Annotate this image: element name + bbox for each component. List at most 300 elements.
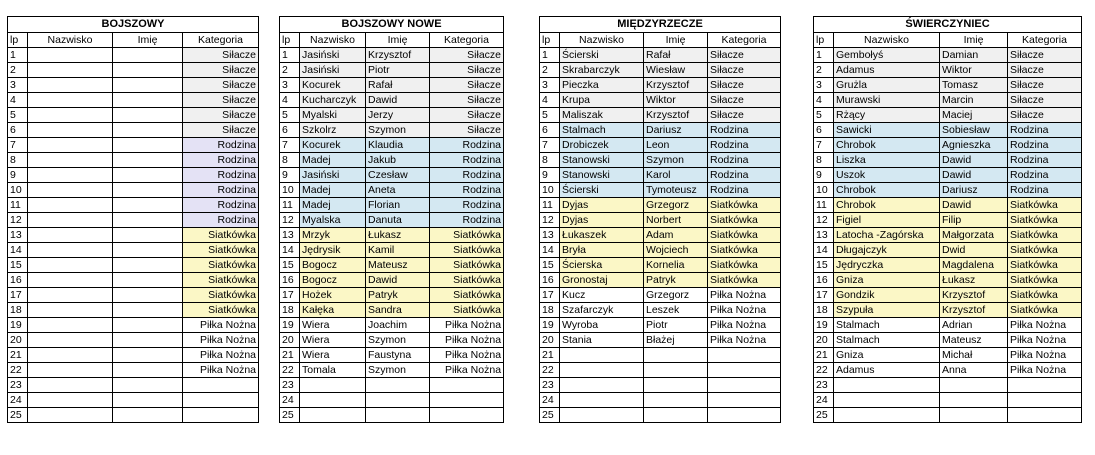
cell-lp: 23 <box>814 378 834 393</box>
cell-imie <box>113 273 183 288</box>
cell-imie <box>366 393 430 408</box>
cell-nazwisko: Jasiński <box>300 168 366 183</box>
table-row <box>280 138 504 153</box>
cell-nazwisko <box>28 198 113 213</box>
cell-nazwisko: Hożek <box>300 288 366 303</box>
cell-kategoria: Siatkówka <box>708 258 781 273</box>
cell-lp: 4 <box>814 93 834 108</box>
cell-nazwisko: Chrobok <box>834 183 940 198</box>
cell-imie <box>940 393 1008 408</box>
cell-kategoria: Piłka Nożna <box>183 363 259 378</box>
table-row <box>280 183 504 198</box>
cell-kategoria: Piłka Nożna <box>430 318 504 333</box>
cell-imie: Łukasz <box>940 273 1008 288</box>
cell-imie: Wiktor <box>940 63 1008 78</box>
cell-lp: 20 <box>814 333 834 348</box>
cell-nazwisko: Adamus <box>834 63 940 78</box>
table-row <box>540 63 781 78</box>
cell-imie <box>113 123 183 138</box>
cell-nazwisko <box>28 318 113 333</box>
cell-lp: 22 <box>280 363 300 378</box>
cell-kategoria: Siatkówka <box>1008 303 1082 318</box>
cell-kategoria: Piłka Nożna <box>183 348 259 363</box>
cell-imie: Aneta <box>366 183 430 198</box>
cell-lp: 18 <box>8 303 28 318</box>
cell-lp: 11 <box>280 198 300 213</box>
cell-kategoria: Siłacze <box>430 63 504 78</box>
cell-nazwisko: Latocha -Zagórska <box>834 228 940 243</box>
cell-imie <box>113 393 183 408</box>
cell-nazwisko: Bogocz <box>300 273 366 288</box>
cell-nazwisko: Gniza <box>834 273 940 288</box>
cell-lp: 9 <box>280 168 300 183</box>
column-header-row <box>814 33 1082 48</box>
cell-lp: 13 <box>280 228 300 243</box>
table-row <box>814 183 1082 198</box>
cell-imie: Patryk <box>644 273 708 288</box>
table-row <box>540 393 781 408</box>
table-row <box>814 408 1082 423</box>
cell-nazwisko: Chrobok <box>834 138 940 153</box>
cell-nazwisko: Wiera <box>300 348 366 363</box>
table-bojszowy-nowe <box>279 16 504 423</box>
cell-kategoria <box>708 393 781 408</box>
cell-nazwisko <box>560 393 644 408</box>
cell-lp: 20 <box>540 333 560 348</box>
cell-imie: Kamil <box>366 243 430 258</box>
cell-nazwisko <box>560 408 644 423</box>
cell-kategoria: Siłacze <box>430 93 504 108</box>
table-row <box>814 318 1082 333</box>
cell-kategoria: Siatkówka <box>430 303 504 318</box>
table-row <box>280 63 504 78</box>
cell-lp: 20 <box>8 333 28 348</box>
cell-kategoria: Siatkówka <box>183 243 259 258</box>
cell-lp: 3 <box>8 78 28 93</box>
cell-lp: 9 <box>814 168 834 183</box>
cell-imie: Mateusz <box>940 333 1008 348</box>
table-row <box>280 288 504 303</box>
cell-lp: 17 <box>814 288 834 303</box>
table-row <box>540 318 781 333</box>
table-row <box>280 108 504 123</box>
cell-imie <box>644 348 708 363</box>
table-row <box>540 243 781 258</box>
cell-nazwisko: Kucz <box>560 288 644 303</box>
cell-lp: 8 <box>280 153 300 168</box>
cell-nazwisko <box>28 333 113 348</box>
cell-lp: 23 <box>540 378 560 393</box>
cell-nazwisko <box>28 168 113 183</box>
cell-kategoria: Rodzina <box>430 168 504 183</box>
cell-kategoria: Rodzina <box>708 168 781 183</box>
cell-imie <box>113 48 183 63</box>
cell-kategoria: Siatkówka <box>708 198 781 213</box>
cell-lp: 25 <box>280 408 300 423</box>
cell-kategoria: Rodzina <box>1008 123 1082 138</box>
cell-nazwisko: Dyjas <box>560 213 644 228</box>
cell-lp: 24 <box>8 393 28 408</box>
cell-lp: 16 <box>814 273 834 288</box>
cell-kategoria: Piłka Nożna <box>708 288 781 303</box>
table-row <box>280 228 504 243</box>
cell-imie: Dawid <box>940 153 1008 168</box>
cell-lp: 7 <box>814 138 834 153</box>
cell-imie <box>113 363 183 378</box>
column-header-lp: lp <box>814 33 834 48</box>
cell-imie: Anna <box>940 363 1008 378</box>
cell-lp: 17 <box>280 288 300 303</box>
table-row <box>540 183 781 198</box>
cell-kategoria: Siłacze <box>183 108 259 123</box>
cell-imie <box>644 408 708 423</box>
cell-imie: Piotr <box>366 63 430 78</box>
cell-imie <box>113 333 183 348</box>
cell-lp: 10 <box>8 183 28 198</box>
column-header-nazwisko: Nazwisko <box>834 33 940 48</box>
cell-kategoria: Piłka Nożna <box>183 318 259 333</box>
cell-lp: 14 <box>814 243 834 258</box>
table-row <box>814 348 1082 363</box>
table-row <box>540 138 781 153</box>
table-row <box>814 78 1082 93</box>
cell-nazwisko: Pieczka <box>560 78 644 93</box>
table-miedzyrzecze <box>539 16 781 423</box>
table-row <box>540 153 781 168</box>
column-header-lp: lp <box>8 33 28 48</box>
cell-nazwisko <box>28 408 113 423</box>
cell-nazwisko <box>28 78 113 93</box>
cell-imie: Dawid <box>366 93 430 108</box>
cell-nazwisko: Liszka <box>834 153 940 168</box>
cell-nazwisko: Uszok <box>834 168 940 183</box>
table-row <box>540 198 781 213</box>
cell-kategoria: Piłka Nożna <box>708 303 781 318</box>
table-row <box>280 348 504 363</box>
cell-nazwisko <box>28 258 113 273</box>
cell-imie: Szymon <box>644 153 708 168</box>
cell-nazwisko: Jędryczka <box>834 258 940 273</box>
cell-lp: 18 <box>814 303 834 318</box>
cell-kategoria <box>430 378 504 393</box>
cell-kategoria: Siatkówka <box>430 228 504 243</box>
cell-lp: 12 <box>540 213 560 228</box>
cell-nazwisko <box>28 378 113 393</box>
cell-imie <box>940 408 1008 423</box>
table-row <box>814 168 1082 183</box>
cell-lp: 17 <box>8 288 28 303</box>
cell-lp: 7 <box>540 138 560 153</box>
cell-imie: Filip <box>940 213 1008 228</box>
table-row <box>280 93 504 108</box>
cell-lp: 20 <box>280 333 300 348</box>
cell-kategoria: Siatkówka <box>708 243 781 258</box>
cell-kategoria <box>430 408 504 423</box>
cell-kategoria: Siatkówka <box>1008 243 1082 258</box>
cell-kategoria: Siłacze <box>1008 78 1082 93</box>
cell-lp: 19 <box>814 318 834 333</box>
table-row <box>814 138 1082 153</box>
cell-lp: 12 <box>280 213 300 228</box>
cell-imie <box>113 408 183 423</box>
table-row <box>540 213 781 228</box>
cell-lp: 15 <box>540 258 560 273</box>
cell-kategoria: Siłacze <box>183 123 259 138</box>
cell-lp: 16 <box>540 273 560 288</box>
cell-lp: 6 <box>814 123 834 138</box>
cell-nazwisko: Stanowski <box>560 153 644 168</box>
cell-imie <box>113 318 183 333</box>
cell-lp: 3 <box>280 78 300 93</box>
cell-nazwisko: Stalmach <box>834 318 940 333</box>
cell-kategoria <box>183 408 259 423</box>
cell-imie: Wojciech <box>644 243 708 258</box>
column-header-lp: lp <box>280 33 300 48</box>
cell-lp: 24 <box>280 393 300 408</box>
cell-nazwisko <box>300 393 366 408</box>
cell-imie: Krzysztof <box>644 78 708 93</box>
table-row <box>540 363 781 378</box>
table-row <box>8 408 259 423</box>
cell-lp: 12 <box>8 213 28 228</box>
table-row <box>814 273 1082 288</box>
cell-imie: Kornelia <box>644 258 708 273</box>
cell-lp: 25 <box>540 408 560 423</box>
cell-lp: 21 <box>540 348 560 363</box>
table-row <box>540 333 781 348</box>
cell-imie <box>644 378 708 393</box>
cell-lp: 5 <box>540 108 560 123</box>
cell-kategoria: Rodzina <box>708 138 781 153</box>
cell-imie: Norbert <box>644 213 708 228</box>
table-row <box>540 288 781 303</box>
cell-lp: 21 <box>280 348 300 363</box>
table-row <box>280 213 504 228</box>
cell-nazwisko <box>28 228 113 243</box>
cell-nazwisko <box>560 348 644 363</box>
cell-nazwisko: Wyroba <box>560 318 644 333</box>
cell-kategoria: Piłka Nożna <box>430 363 504 378</box>
column-header-row <box>280 33 504 48</box>
cell-lp: 3 <box>814 78 834 93</box>
cell-nazwisko: Wiera <box>300 333 366 348</box>
cell-imie: Krzysztof <box>644 108 708 123</box>
cell-lp: 6 <box>280 123 300 138</box>
table-row <box>8 63 259 78</box>
cell-imie <box>113 183 183 198</box>
cell-nazwisko: Madej <box>300 198 366 213</box>
cell-lp: 18 <box>280 303 300 318</box>
cell-lp: 19 <box>280 318 300 333</box>
cell-kategoria: Piłka Nożna <box>708 333 781 348</box>
table-title-row <box>540 17 781 33</box>
table-title-row <box>814 17 1082 33</box>
table-row <box>814 93 1082 108</box>
cell-nazwisko: Madej <box>300 183 366 198</box>
cell-nazwisko <box>560 363 644 378</box>
cell-lp: 22 <box>814 363 834 378</box>
cell-kategoria: Rodzina <box>430 198 504 213</box>
cell-lp: 6 <box>8 123 28 138</box>
cell-lp: 11 <box>540 198 560 213</box>
cell-nazwisko: Długajczyk <box>834 243 940 258</box>
table-bojszowy <box>7 16 259 423</box>
cell-imie <box>644 393 708 408</box>
column-header-kategoria: Kategoria <box>183 33 259 48</box>
cell-imie: Rafał <box>366 78 430 93</box>
cell-imie: Jerzy <box>366 108 430 123</box>
cell-kategoria: Rodzina <box>430 138 504 153</box>
table-row <box>8 333 259 348</box>
cell-kategoria: Siatkówka <box>183 303 259 318</box>
cell-kategoria: Siatkówka <box>430 243 504 258</box>
cell-nazwisko <box>834 393 940 408</box>
cell-kategoria: Piłka Nożna <box>1008 363 1082 378</box>
cell-lp: 16 <box>280 273 300 288</box>
table-row <box>280 363 504 378</box>
cell-imie: Sandra <box>366 303 430 318</box>
column-header-lp: lp <box>540 33 560 48</box>
cell-lp: 13 <box>814 228 834 243</box>
cell-nazwisko <box>28 393 113 408</box>
cell-kategoria: Rodzina <box>708 123 781 138</box>
cell-imie: Dawid <box>366 273 430 288</box>
column-header-kategoria: Kategoria <box>708 33 781 48</box>
cell-lp: 4 <box>280 93 300 108</box>
cell-kategoria: Piłka Nożna <box>430 348 504 363</box>
cell-imie: Dariusz <box>940 183 1008 198</box>
table-row <box>814 333 1082 348</box>
table-title: ŚWIERCZYNIEC <box>814 17 1082 33</box>
cell-imie <box>113 153 183 168</box>
cell-kategoria: Siłacze <box>1008 93 1082 108</box>
cell-lp: 13 <box>8 228 28 243</box>
cell-imie: Michał <box>940 348 1008 363</box>
cell-kategoria <box>430 393 504 408</box>
cell-lp: 2 <box>8 63 28 78</box>
cell-lp: 19 <box>8 318 28 333</box>
table-row <box>814 378 1082 393</box>
cell-imie <box>366 408 430 423</box>
table-row <box>8 258 259 273</box>
cell-nazwisko: Gniza <box>834 348 940 363</box>
table-row <box>814 393 1082 408</box>
cell-nazwisko: Wiera <box>300 318 366 333</box>
table-row <box>540 303 781 318</box>
cell-nazwisko: Bogocz <box>300 258 366 273</box>
cell-kategoria: Siatkówka <box>1008 228 1082 243</box>
cell-lp: 2 <box>540 63 560 78</box>
cell-imie: Marcin <box>940 93 1008 108</box>
column-header-imie: Imię <box>644 33 708 48</box>
cell-imie <box>113 228 183 243</box>
cell-imie: Wiesław <box>644 63 708 78</box>
table-row <box>8 348 259 363</box>
cell-kategoria: Siłacze <box>430 48 504 63</box>
cell-nazwisko: Dyjas <box>560 198 644 213</box>
cell-kategoria: Siatkówka <box>1008 273 1082 288</box>
cell-imie <box>113 378 183 393</box>
cell-imie: Szymon <box>366 123 430 138</box>
cell-lp: 7 <box>8 138 28 153</box>
cell-imie: Karol <box>644 168 708 183</box>
cell-kategoria: Siatkówka <box>183 258 259 273</box>
cell-lp: 10 <box>814 183 834 198</box>
table-row <box>8 123 259 138</box>
table-row <box>540 123 781 138</box>
table-row <box>814 153 1082 168</box>
table-row <box>8 318 259 333</box>
cell-kategoria: Siłacze <box>183 93 259 108</box>
cell-kategoria: Rodzina <box>183 138 259 153</box>
cell-kategoria: Piłka Nożna <box>1008 348 1082 363</box>
cell-lp: 25 <box>814 408 834 423</box>
cell-kategoria <box>708 378 781 393</box>
cell-nazwisko: Kocurek <box>300 138 366 153</box>
cell-imie <box>113 243 183 258</box>
table-row <box>280 393 504 408</box>
cell-kategoria: Siłacze <box>1008 108 1082 123</box>
table-row <box>8 78 259 93</box>
cell-lp: 15 <box>814 258 834 273</box>
cell-nazwisko: Gembołyś <box>834 48 940 63</box>
cell-kategoria: Rodzina <box>183 168 259 183</box>
cell-imie: Damian <box>940 48 1008 63</box>
cell-kategoria: Siłacze <box>183 78 259 93</box>
cell-imie <box>113 63 183 78</box>
cell-nazwisko: Krupa <box>560 93 644 108</box>
cell-imie: Klaudia <box>366 138 430 153</box>
cell-lp: 22 <box>540 363 560 378</box>
cell-lp: 1 <box>540 48 560 63</box>
cell-nazwisko: Ścierska <box>560 258 644 273</box>
cell-lp: 5 <box>280 108 300 123</box>
column-header-imie: Imię <box>366 33 430 48</box>
table-row <box>280 123 504 138</box>
table-row <box>540 78 781 93</box>
cell-kategoria: Rodzina <box>430 213 504 228</box>
table-row <box>814 198 1082 213</box>
column-header-nazwisko: Nazwisko <box>28 33 113 48</box>
cell-nazwisko: Stania <box>560 333 644 348</box>
cell-nazwisko <box>28 123 113 138</box>
cell-nazwisko <box>28 363 113 378</box>
table-row <box>8 93 259 108</box>
cell-imie: Tymoteusz <box>644 183 708 198</box>
cell-nazwisko: Stanowski <box>560 168 644 183</box>
table-row <box>540 93 781 108</box>
cell-lp: 8 <box>540 153 560 168</box>
cell-lp: 15 <box>8 258 28 273</box>
table-row <box>280 243 504 258</box>
cell-nazwisko: Gronostaj <box>560 273 644 288</box>
cell-nazwisko: Madej <box>300 153 366 168</box>
cell-nazwisko <box>28 288 113 303</box>
cell-kategoria: Siłacze <box>430 123 504 138</box>
table-row <box>8 393 259 408</box>
cell-lp: 12 <box>814 213 834 228</box>
table-row <box>280 273 504 288</box>
cell-nazwisko: Rżący <box>834 108 940 123</box>
cell-lp: 7 <box>280 138 300 153</box>
cell-imie: Dawid <box>940 198 1008 213</box>
cell-kategoria: Siatkówka <box>430 288 504 303</box>
cell-nazwisko: Szafarczyk <box>560 303 644 318</box>
column-header-nazwisko: Nazwisko <box>560 33 644 48</box>
table-row <box>280 168 504 183</box>
cell-imie: Szymon <box>366 363 430 378</box>
cell-nazwisko <box>834 378 940 393</box>
